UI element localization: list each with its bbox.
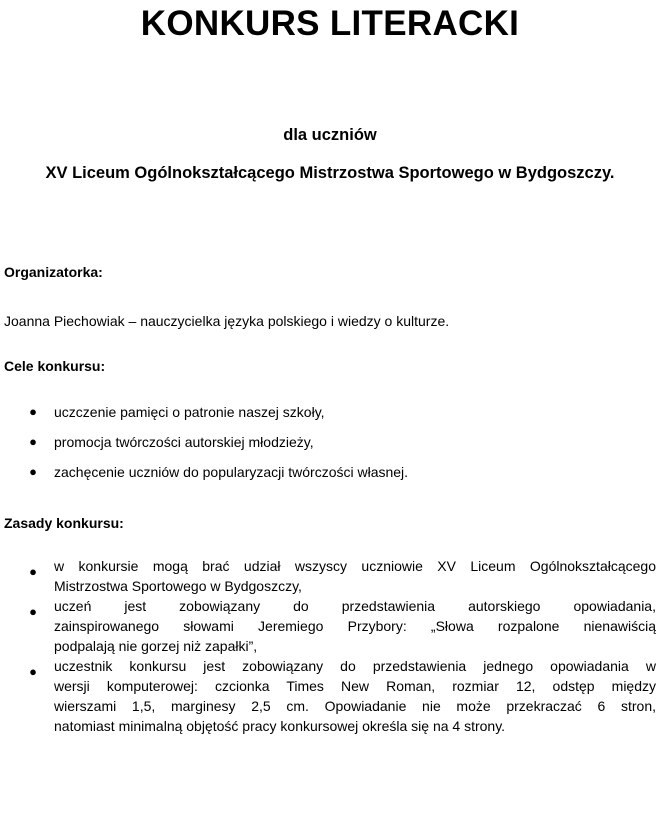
rule-line: Mistrzostwa Sportowego w Bydgoszczy, [54, 578, 302, 594]
list-item [0, 462, 660, 482]
rule-line: natomiast minimalną objętość pracy konkursowej określa się na 4 strony. [54, 718, 506, 734]
organizer-text: Joanna Piechowiak – nauczycielka języka polskiego i wiedzy o kulturze. [4, 313, 450, 329]
rule-line: uczestnik konkursu jest zobowiązany do przedstawienia jednego opowiadania w [54, 658, 656, 674]
rule-line: zainspirowanego słowami Jeremiego Przybory: „Słowa rozpalone nienawiścią [54, 618, 656, 634]
goal-text: uczczenie pamięci o patronie naszej szkoły, [54, 404, 325, 420]
rules-heading: Zasady konkursu: [4, 515, 124, 531]
rules-list [0, 556, 660, 736]
bullet-icon: ● [29, 434, 37, 449]
list-item [0, 432, 660, 452]
rule-line: wierszami 1,5, marginesy 2,5 cm. Opowiadanie nie może przekraczać 6 stron, [54, 698, 656, 714]
bullet-icon: ● [29, 564, 37, 579]
goal-text: promocja twórczości autorskiej młodzieży, [54, 434, 314, 450]
rule-line: uczeń jest zobowiązany do przedstawienia autorskiego opowiadania, [54, 598, 656, 614]
goals-heading: Cele konkursu: [4, 358, 106, 374]
list-item [0, 596, 660, 656]
organizer-heading: Organizatorka: [4, 264, 103, 280]
list-item [0, 556, 660, 596]
subtitle-audience: dla uczniów [283, 126, 377, 144]
bullet-icon: ● [29, 404, 37, 419]
bullet-icon: ● [29, 664, 37, 679]
list-item [0, 656, 660, 736]
bullet-icon: ● [29, 464, 37, 479]
document-title: KONKURS LITERACKI [140, 4, 520, 43]
bullet-icon: ● [29, 604, 37, 619]
subtitle-school: XV Liceum Ogólnokształcącego Mistrzostwa Sportowego w Bydgoszczy. [45, 164, 615, 182]
goals-list [0, 402, 660, 492]
goal-text: zachęcenie uczniów do popularyzacji twórczości własnej. [54, 464, 409, 480]
rule-line: w konkursie mogą brać udział wszyscy uczniowie XV Liceum Ogólnokształcącego [54, 558, 656, 574]
list-item [0, 402, 660, 422]
rule-line: podpalają nie gorzej niż zapałki”, [54, 638, 258, 654]
rule-line: wersji komputerowej: czcionka Times New Roman, rozmiar 12, odstęp między [54, 678, 656, 694]
